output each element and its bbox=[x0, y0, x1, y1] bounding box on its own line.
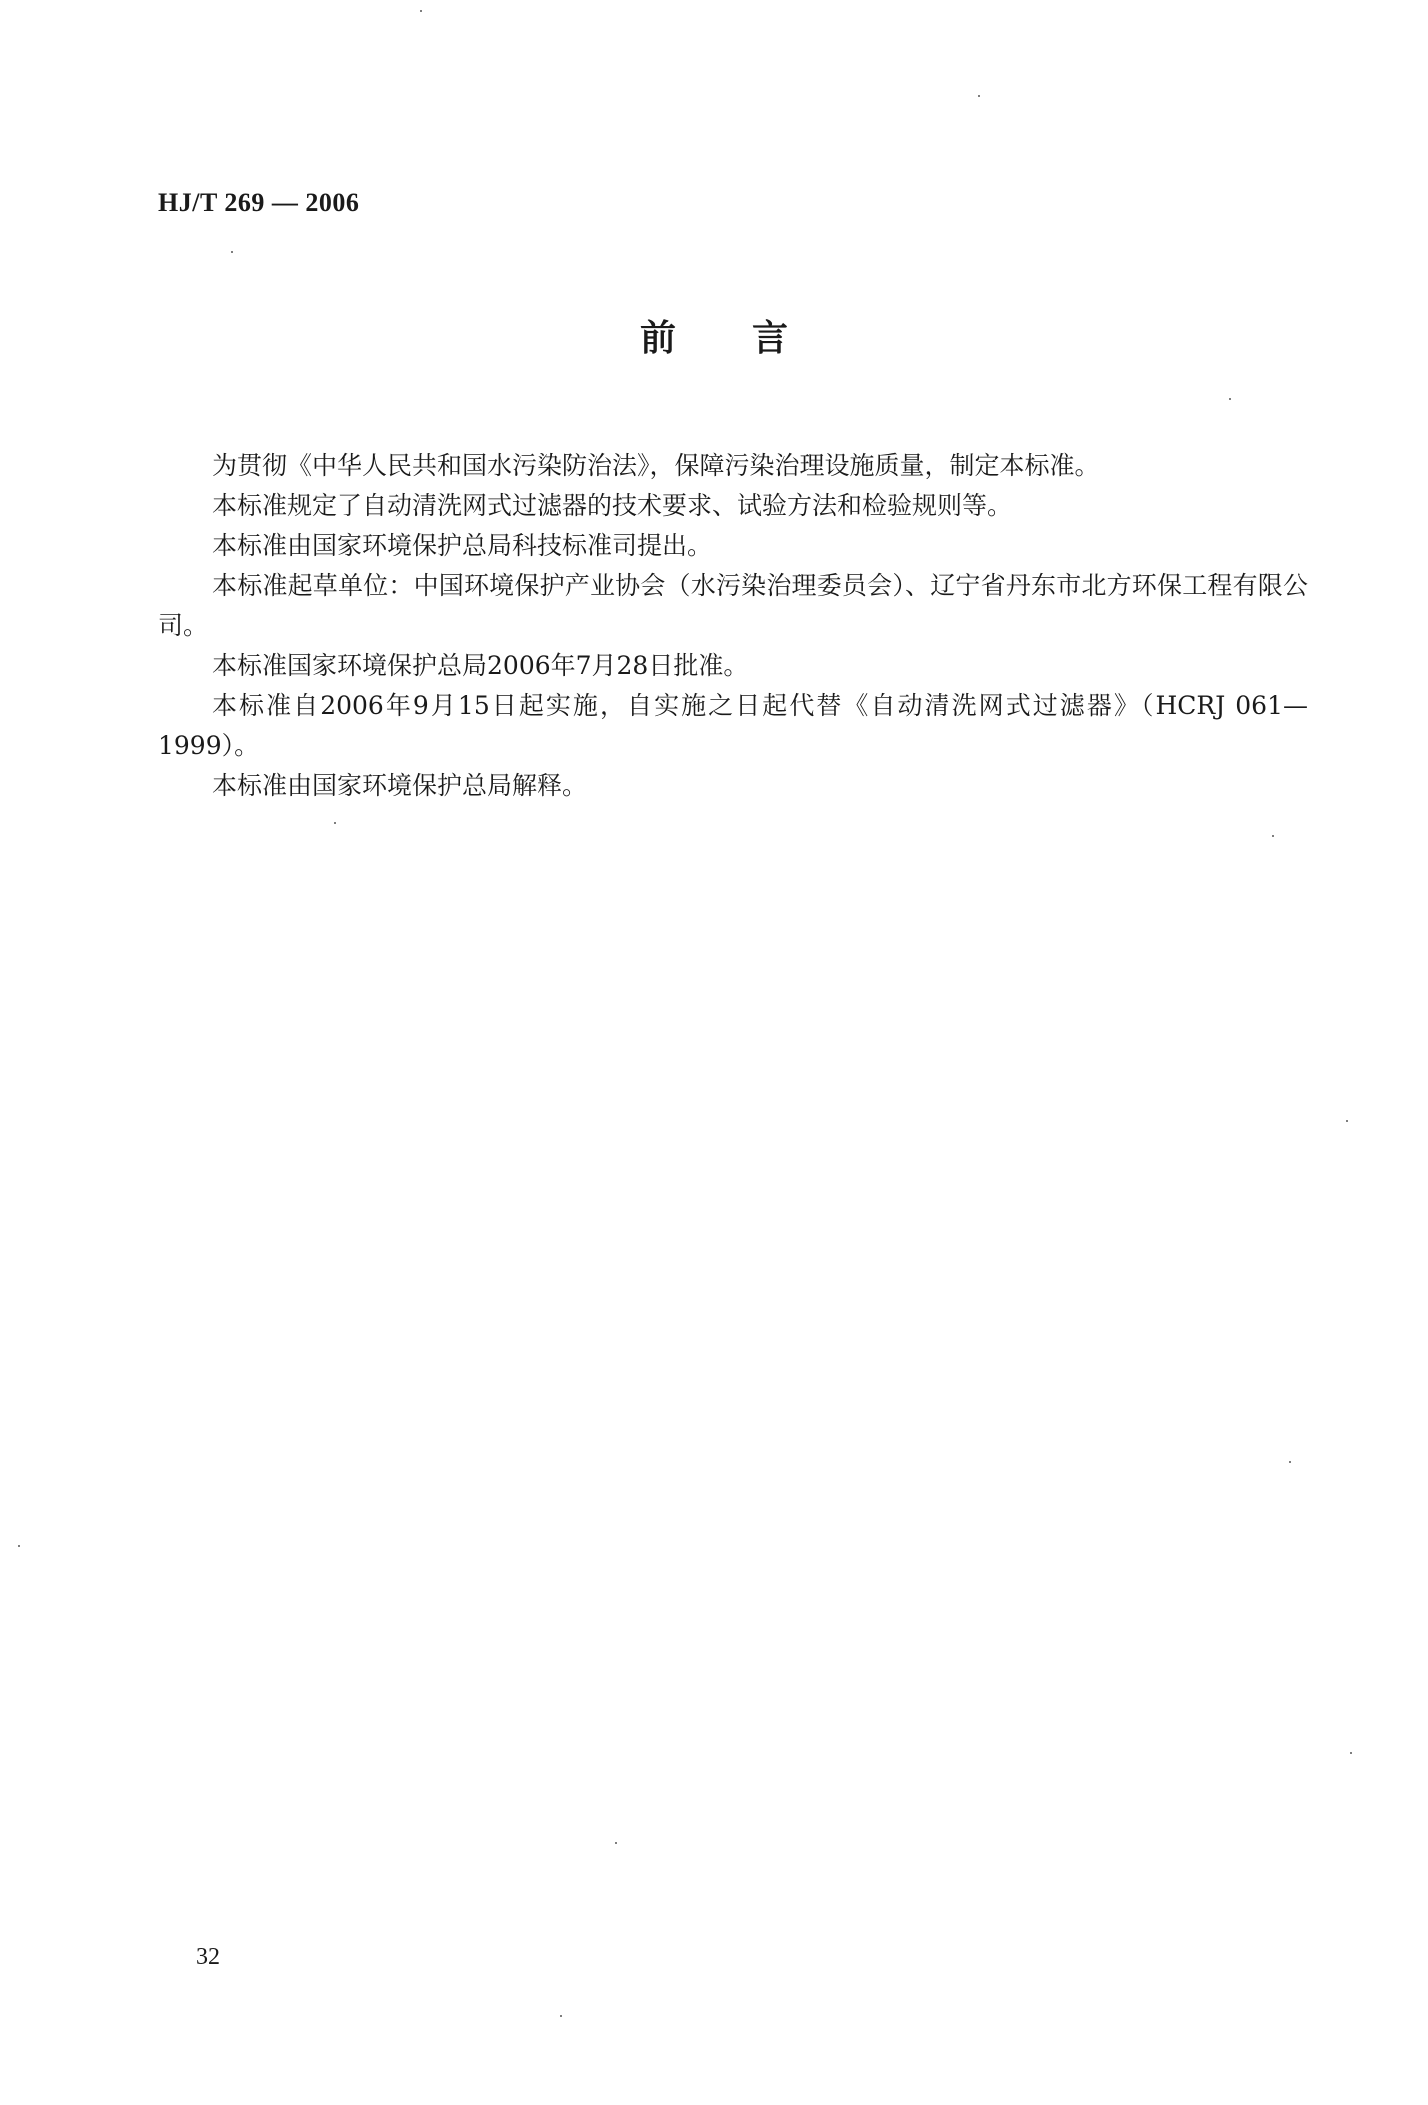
scan-speck bbox=[1289, 1461, 1291, 1463]
scan-speck bbox=[1350, 1752, 1352, 1754]
paragraph-4: 本标准起草单位：中国环境保护产业协会（水污染治理委员会）、辽宁省丹东市北方环保工程有限公司。 bbox=[158, 571, 1308, 640]
scan-speck bbox=[560, 2015, 562, 2017]
foreword-body bbox=[158, 446, 1308, 806]
page-number: 32 bbox=[196, 1944, 220, 1970]
paragraph-6: 本标准自2006年9月15日起实施，自实施之日起代替《自动清洗网式过滤器》（HCRJ 061—1999）。 bbox=[158, 691, 1308, 760]
scan-speck bbox=[334, 822, 336, 824]
scan-speck bbox=[420, 10, 422, 12]
paragraph-7: 本标准由国家环境保护总局解释。 bbox=[212, 771, 588, 800]
scan-speck bbox=[1346, 1120, 1348, 1122]
title-char-2: 言 bbox=[752, 318, 789, 359]
title-char-1: 前 bbox=[639, 318, 676, 359]
scan-speck bbox=[978, 95, 980, 97]
paragraph-5: 本标准国家环境保护总局2006年7月28日批准。 bbox=[212, 651, 749, 680]
scan-speck bbox=[615, 1842, 617, 1844]
paragraph-2: 本标准规定了自动清洗网式过滤器的技术要求、试验方法和检验规则等。 bbox=[212, 491, 1013, 520]
scan-speck bbox=[18, 1545, 20, 1547]
standard-code: HJ/T 269 — 2006 bbox=[158, 188, 360, 217]
scan-speck bbox=[1229, 398, 1231, 400]
scan-speck bbox=[231, 251, 233, 253]
scan-speck bbox=[1272, 835, 1274, 837]
page-title bbox=[0, 310, 1428, 361]
paragraph-3: 本标准由国家环境保护总局科技标准司提出。 bbox=[212, 531, 713, 560]
paragraph-1: 为贯彻《中华人民共和国水污染防治法》，保障污染治理设施质量，制定本标准。 bbox=[212, 451, 1100, 480]
